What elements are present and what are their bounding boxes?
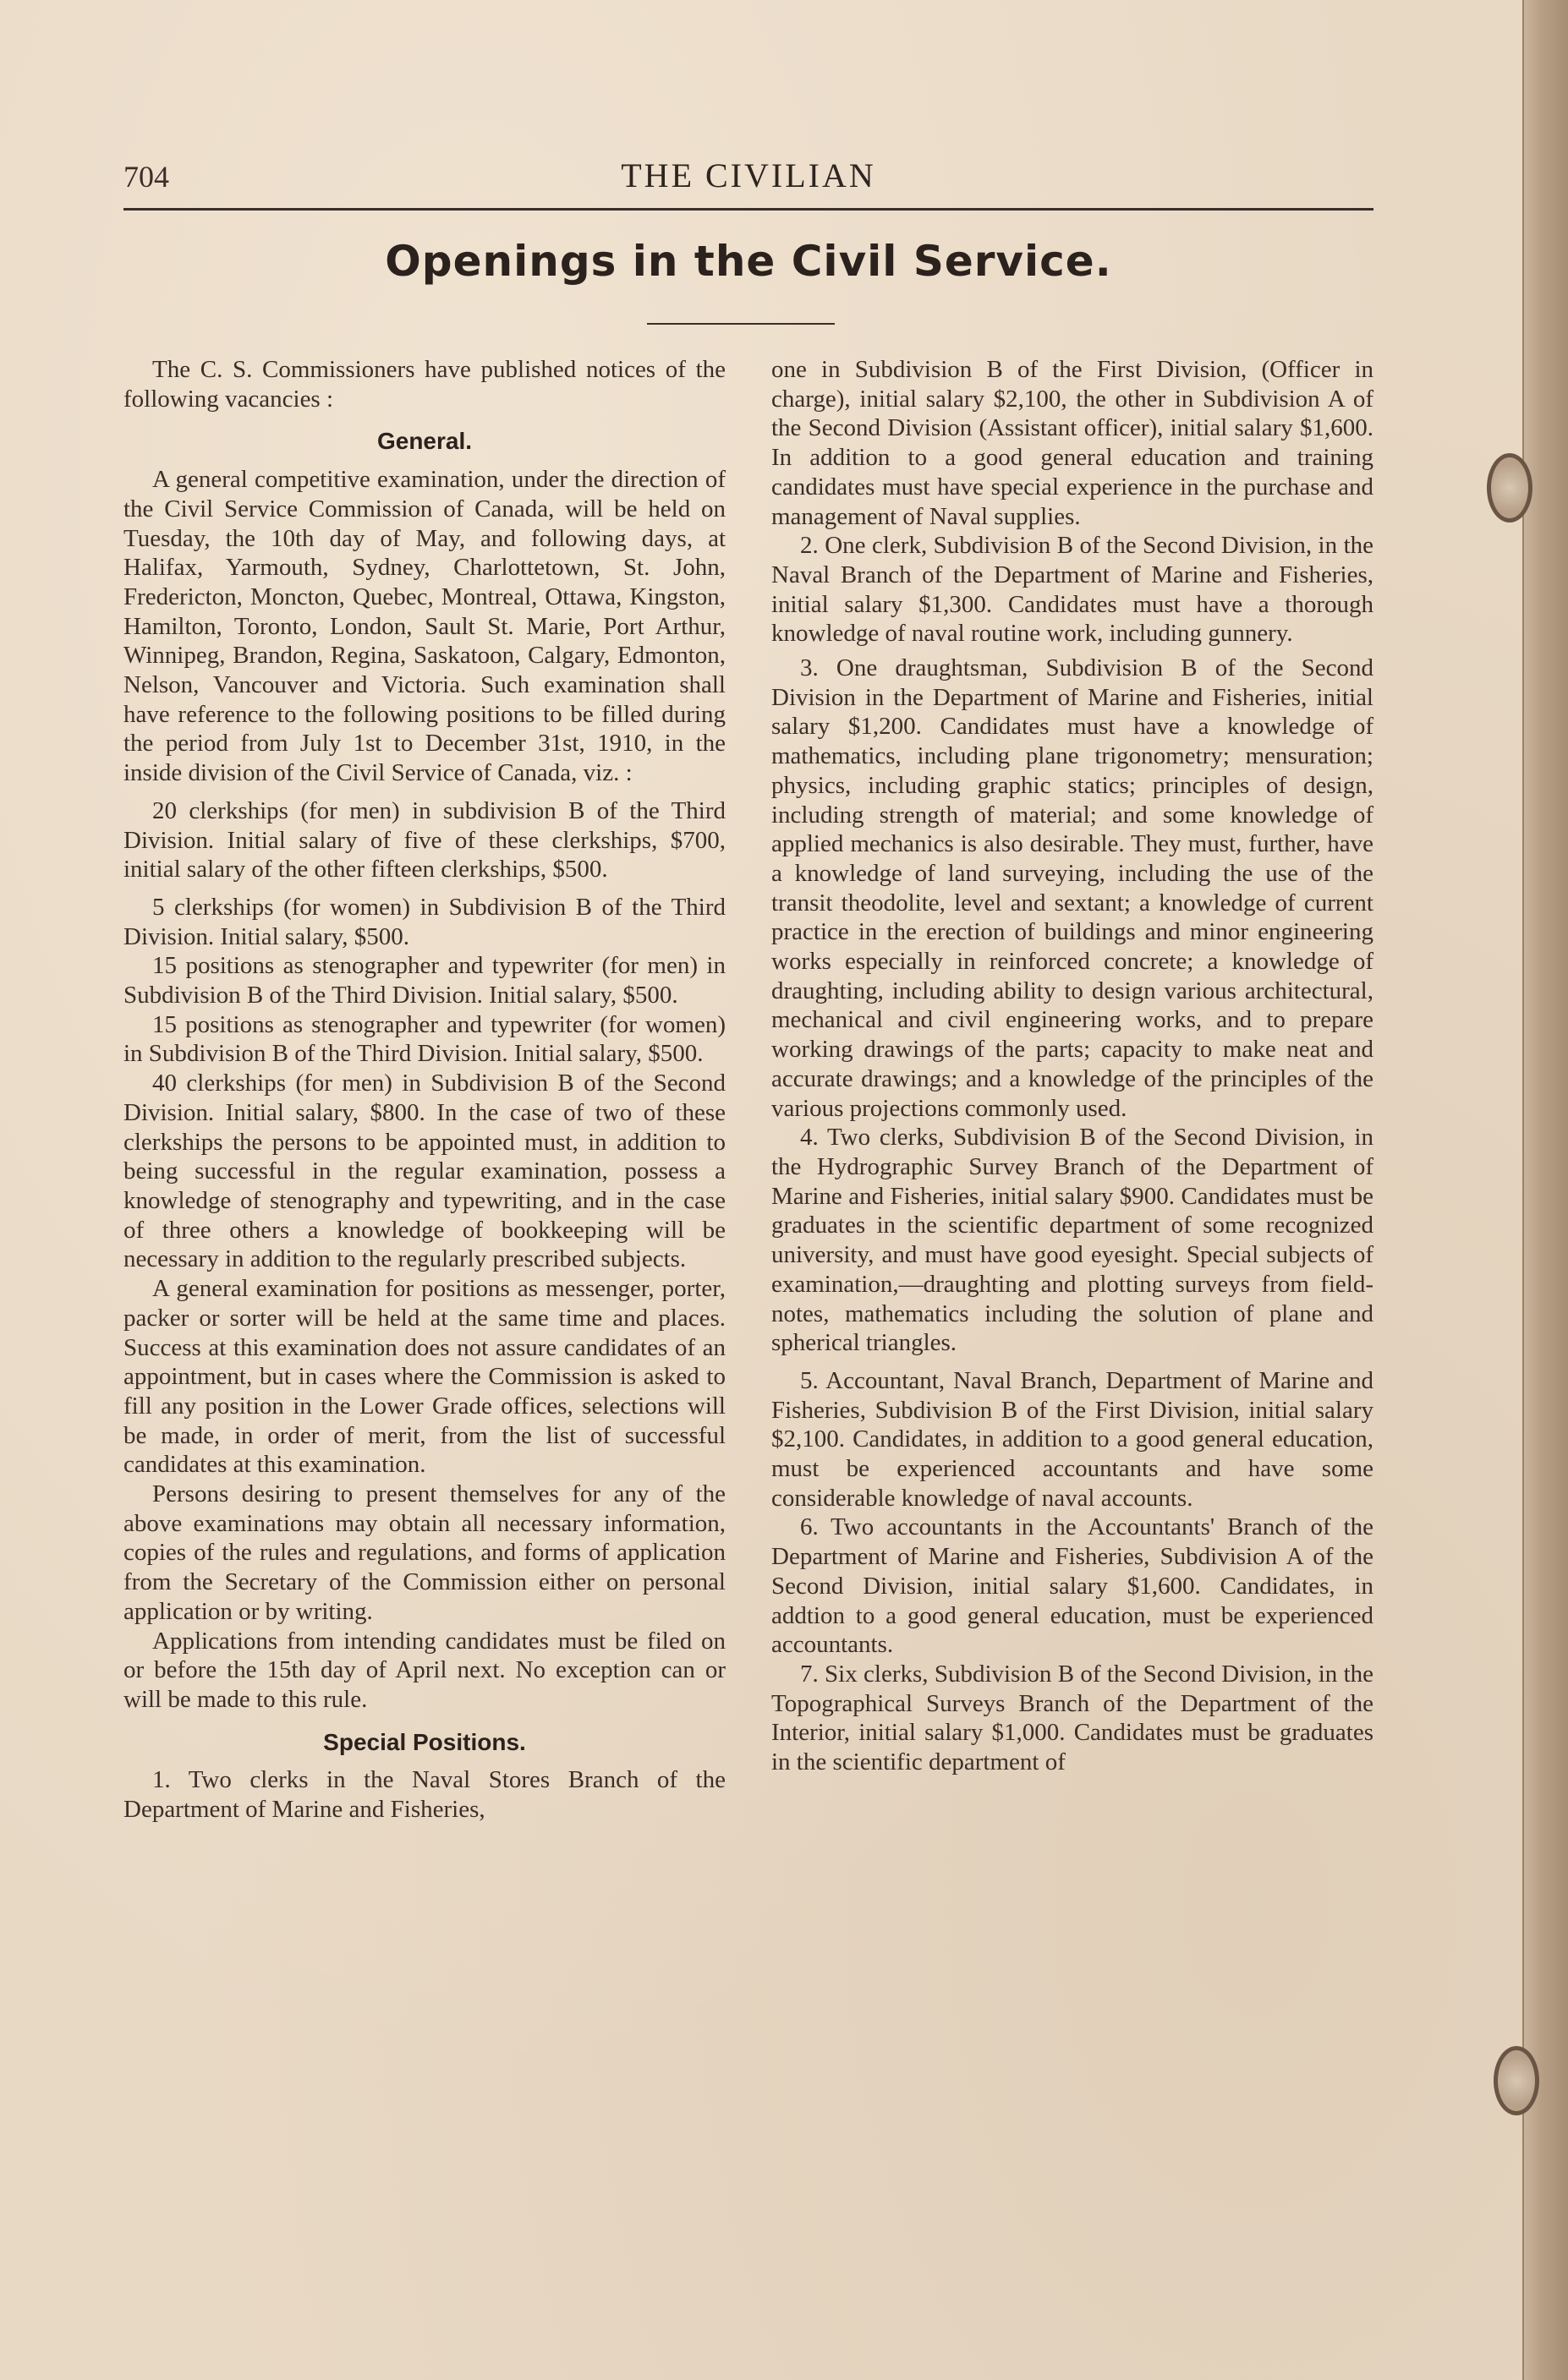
paragraph-messenger-examination: A general examination for positions as messenger, porter, packer or sorter will be held at the same time and places. Success at this examination does not assure candidates of an appointment, but in cases where the Commission is asked to fill any position in the Lower Grade offices, selections will be made, in order of merit, from the list of successful candidates at this examination. (123, 1275, 726, 1479)
paragraph-item-1-continued: one in Subdivision B of the First Division, (Officer in charge), initial salary $2,100, the other in Subdivision A of the Second Division (Assistant officer), initial salary $1,600. In addition to a good general education and training candidates must have special experience in the purchase and management of Naval supplies. (771, 356, 1373, 530)
right-column (771, 355, 1373, 1777)
header-rule (123, 208, 1373, 211)
running-title: THE CIVILIAN (621, 156, 876, 194)
paragraph-general-examination: A general competitive examination, under the direction of the Civil Service Commission of Canada, will be held on Tuesday, the 10th day of May, and following days, at Halifax, Yarmouth, Sydney, Charlottetown, St. John, Fredericton, Moncton, Quebec, Montreal, Ottawa, Kingston, Hamilton, Toronto, London, Sault St. Marie, Port Arthur, Winnipeg, Brandon, Regina, Saskatoon, Calgary, Edmonton, Nelson, Vancouver and Victoria. Such examination shall have reference to the following positions to be filled during the period from July 1st to December 31st, 1910, in the inside division of the Civil Service of Canada, viz. : (123, 466, 726, 787)
paragraph-item-7: 7. Six clerks, Subdivision B of the Second Division, in the Topographical Surveys Branch of the Department of the Interior, initial salary $1,000. Candidates must be graduates in the scientific department of (771, 1660, 1373, 1776)
paragraph-40-clerkships: 40 clerkships (for men) in Subdivision B of the Second Division. Initial salary, $800. In the case of two of these clerkships the persons to be appointed must, in addition to being successful in the regular examination, possess a knowledge of stenography and typewriting, and in the case of three others a knowledge of bookkeeping will be necessary in addition to the regularly prescribed subjects. (123, 1070, 726, 1273)
page-header (123, 150, 1373, 210)
binding-edge (1522, 0, 1568, 2380)
paragraph-persons-desiring: Persons desiring to present themselves for any of the above examinations may obtain all necessary information, copies of the rules and regulations, and forms of application from the Secretary of the Commission either on personal application or by writing. (123, 1480, 726, 1625)
paragraph-applications: Applications from intending candidates must be filed on or before the 15th day of April next. No exception can or will be made to this rule. (123, 1627, 726, 1713)
paragraph-item-3: 3. One draughtsman, Subdivision B of the Second Division in the Department of Marine and Fisheries, initial salary $1,200. Candidates must have a knowledge of mathematics, including plane trigonometry; mensuration; physics, including graphic statics; principles of design, including strength of material; and some knowledge of applied mechanics is also desirable. They must, further, have a knowledge of land surveying, including the use of the transit theodolite, level and sextant; a knowledge of current practice in the erection of buildings and minor engineering works especially in reinforced concrete; a knowledge of draughting, including ability to design various architectural, mechanical and civil engineering works, and to prepare working drawings of the parts; capacity to make neat and accurate drawings; and a knowledge of the principles of the various projections commonly used. (771, 654, 1373, 1122)
paragraph-item-5: 5. Accountant, Naval Branch, Department of Marine and Fisheries, Subdivision B of the First Division, initial salary $2,100. Candidates, in addition to a good general education, must be experienced accountants and have some considerable knowledge of naval accounts. (771, 1366, 1373, 1512)
paragraph-5-clerkships: 5 clerkships (for women) in Subdivision B of the Third Division. Initial salary, $500. (123, 893, 726, 950)
paragraph-item-1: 1. Two clerks in the Naval Stores Branch of the Department of Marine and Fisheries, (123, 1766, 726, 1824)
paragraph-item-4: 4. Two clerks, Subdivision B of the Second Division, in the Hydrographic Survey Branch of the Department of Marine and Fisheries, initial salary $900. Candidates must be graduates in the scientific department of some recognized university, and must have good eyesight. Special subjects of examination,—draughting and plotting surveys from field-notes, mathematics including the solution of plane and spherical triangles. (771, 1124, 1373, 1357)
intro-paragraph: The C. S. Commissioners have published notices of the following vacancies : (123, 356, 726, 413)
title-divider (647, 323, 835, 325)
paragraph-15-stenographers-women: 15 positions as stenographer and typewriter (for women) in Subdivision B of the Third Division. Initial salary, $500. (123, 1010, 726, 1068)
section-heading-general: General. (376, 428, 473, 455)
paragraph-20-clerkships: 20 clerkships (for men) in subdivision B of the Third Division. Initial salary of five of these clerkships, $700, initial salary of the other fifteen clerkships, $500. (123, 796, 726, 884)
binder-ring (1487, 453, 1532, 523)
binder-ring (1494, 2046, 1539, 2115)
article-title: Openings in the Civil Service. (385, 237, 1112, 286)
section-heading-special-positions: Special Positions. (323, 1728, 526, 1755)
paragraph-item-2: 2. One clerk, Subdivision B of the Second Division, in the Naval Branch of the Department of Marine and Fisheries, initial salary $1,300. Candidates must have a thorough knowledge of naval routine work, including gunnery. (771, 532, 1373, 648)
paragraph-15-stenographers-men: 15 positions as stenographer and typewriter (for men) in Subdivision B of the Third Division. Initial salary, $500. (123, 952, 726, 1009)
left-column (123, 355, 726, 1825)
page-number: 704 (123, 160, 169, 194)
paragraph-item-6: 6. Two accountants in the Accountants' Branch of the Department of Marine and Fisheries, Subdivision A of the Second Division, initial salary $1,600. Candidates, in addtion to a good general education, must be experienced accountants. (771, 1513, 1373, 1659)
